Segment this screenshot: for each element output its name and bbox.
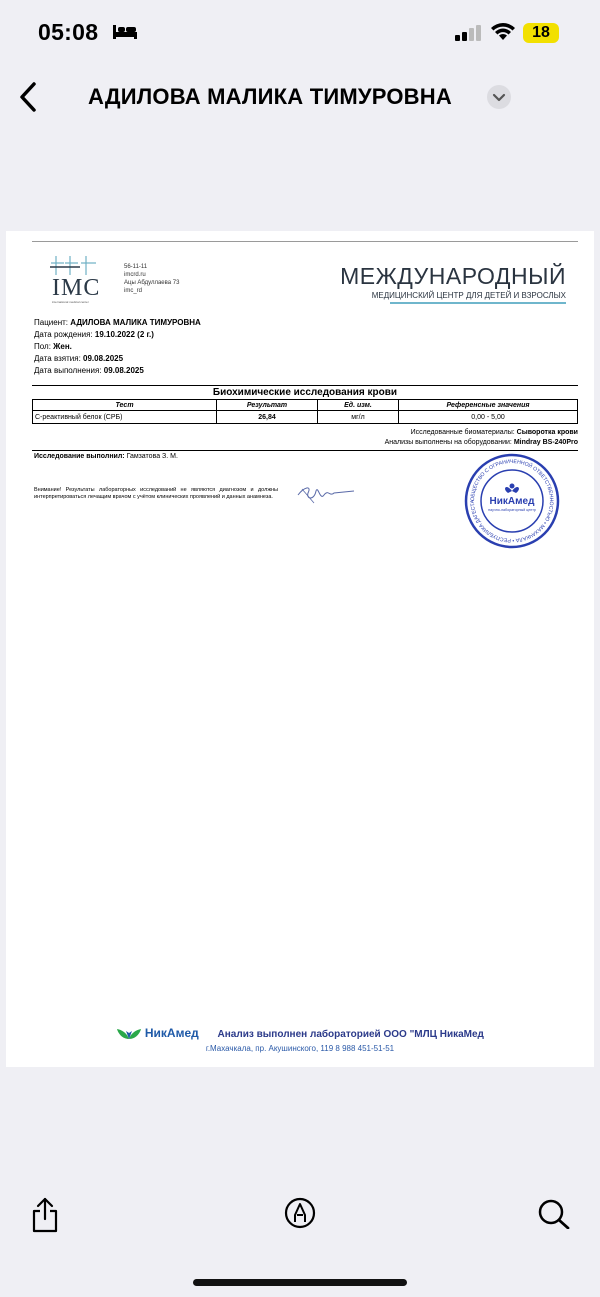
status-time: 05:08	[38, 19, 99, 45]
equipment-value: Mindray BS-240Pro	[513, 439, 578, 446]
svg-text:НикАмед: НикАмед	[489, 496, 535, 507]
performer-label: Исследование выполнил:	[34, 453, 125, 460]
contact-instagram: imc_rd	[124, 288, 143, 294]
signature-icon	[294, 481, 358, 507]
brand-name: МЕЖДУНАРОДНЫЙ	[340, 263, 566, 289]
patient-sex: Жен.	[53, 342, 72, 351]
divider	[32, 450, 578, 451]
footer-lab-line: Анализ выполнен лабораторией ООО "МЛЦ НикаМед	[217, 1029, 484, 1040]
col-result: Результат	[217, 400, 318, 411]
table-row	[33, 411, 578, 424]
biomaterial-info	[385, 428, 578, 448]
pdf-page[interactable]	[6, 231, 594, 1067]
battery-indicator: 18	[523, 23, 559, 43]
dob-label: Дата рождения:	[34, 330, 93, 339]
clinic-contacts	[124, 263, 179, 295]
brand-underline	[390, 302, 566, 304]
col-reference: Референсные значения	[399, 400, 578, 411]
patient-name-label: Пациент:	[34, 318, 69, 327]
markup-icon[interactable]	[284, 1195, 316, 1229]
col-test: Тест	[33, 400, 217, 411]
equipment-label: Анализы выполнены на оборудовании:	[384, 439, 512, 446]
performer	[34, 453, 178, 460]
cellular-signal-icon	[455, 25, 483, 41]
taken-date-label: Дата взятия:	[34, 354, 81, 363]
biomaterial-value: Сыворотка крови	[516, 429, 578, 436]
stamp-icon	[464, 453, 560, 549]
imc-logo	[50, 255, 124, 303]
brand-tagline: МЕДИЦИНСКИЙ ЦЕНТР ДЛЯ ДЕТЕЙ И ВЗРОСЛЫХ	[371, 291, 566, 300]
cell-reference: 0,00 - 5,00	[399, 411, 578, 424]
bottom-toolbar	[0, 1195, 600, 1245]
patient-dob: 19.10.2022 (2 г.)	[94, 330, 154, 339]
footer-brand: НикАмед	[144, 1026, 199, 1040]
biomaterial-label: Исследованные биоматериалы:	[410, 429, 515, 436]
footer-address: г.Махачкала, пр. Акушинского, 119 8 988 451-51-51	[205, 1044, 395, 1054]
wifi-icon	[490, 22, 516, 42]
title-menu-chevron-icon[interactable]	[487, 85, 511, 109]
cell-unit: мг/л	[318, 411, 399, 424]
done-date-label: Дата выполнения:	[34, 366, 102, 375]
status-bar	[0, 0, 600, 64]
cell-result: 26,84	[217, 411, 318, 424]
done-date: 09.08.2025	[103, 366, 144, 375]
sex-label: Пол:	[34, 342, 51, 351]
clinic-brand	[340, 263, 566, 304]
document-title[interactable]: АДИЛОВА МАЛИКА ТИМУРОВНА	[88, 84, 452, 109]
taken-date: 09.08.2025	[83, 354, 124, 363]
home-indicator	[193, 1279, 407, 1286]
logo-text: IMC	[52, 275, 101, 301]
table-header-row	[33, 400, 578, 411]
cell-test: С-реактивный белок (СРБ)	[33, 411, 217, 424]
svg-text:ОБЩЕСТВО С ОГРАНИЧЕННОЙ ОТВЕТС: ОБЩЕСТВО С ОГРАНИЧЕННОЙ ОТВЕТСТВЕННОСТЬЮ • МАХАЧКАЛА • РЕСПУБЛИКА ДАГЕСТА	[469, 458, 555, 544]
sleep-focus-icon	[112, 23, 138, 41]
col-unit: Ед. изм.	[318, 400, 399, 411]
lab-footer	[6, 1026, 594, 1053]
performer-name: Гамзатова З. М.	[126, 453, 178, 460]
patient-name: АДИЛОВА МАЛИКА ТИМУРОВНА	[70, 318, 201, 327]
nikamed-logo-icon	[116, 1027, 142, 1041]
contact-phone: 56-11-11	[124, 264, 148, 270]
contact-website: imcrd.ru	[124, 272, 146, 278]
warning-note: Внимание! Результаты лабораторных исследований не являются диагнозом и должны интерпретироваться лечащим врачом с учётом клинических проявлений и данных анамнеза.	[34, 487, 278, 500]
imc-logo-mark-icon	[50, 255, 100, 277]
back-chevron-icon[interactable]	[14, 80, 44, 114]
logo-subtitle: international medical center	[52, 300, 89, 304]
svg-text:научно-лабораторный центр: научно-лабораторный центр	[488, 508, 536, 512]
patient-info	[34, 317, 201, 377]
results-table	[32, 399, 578, 424]
top-divider	[32, 241, 578, 242]
search-icon[interactable]	[537, 1195, 571, 1229]
share-icon[interactable]	[30, 1195, 60, 1233]
contact-address: Ацы Абдуллаева 73	[124, 280, 180, 286]
section-title: Биохимические исследования крови	[32, 385, 578, 398]
